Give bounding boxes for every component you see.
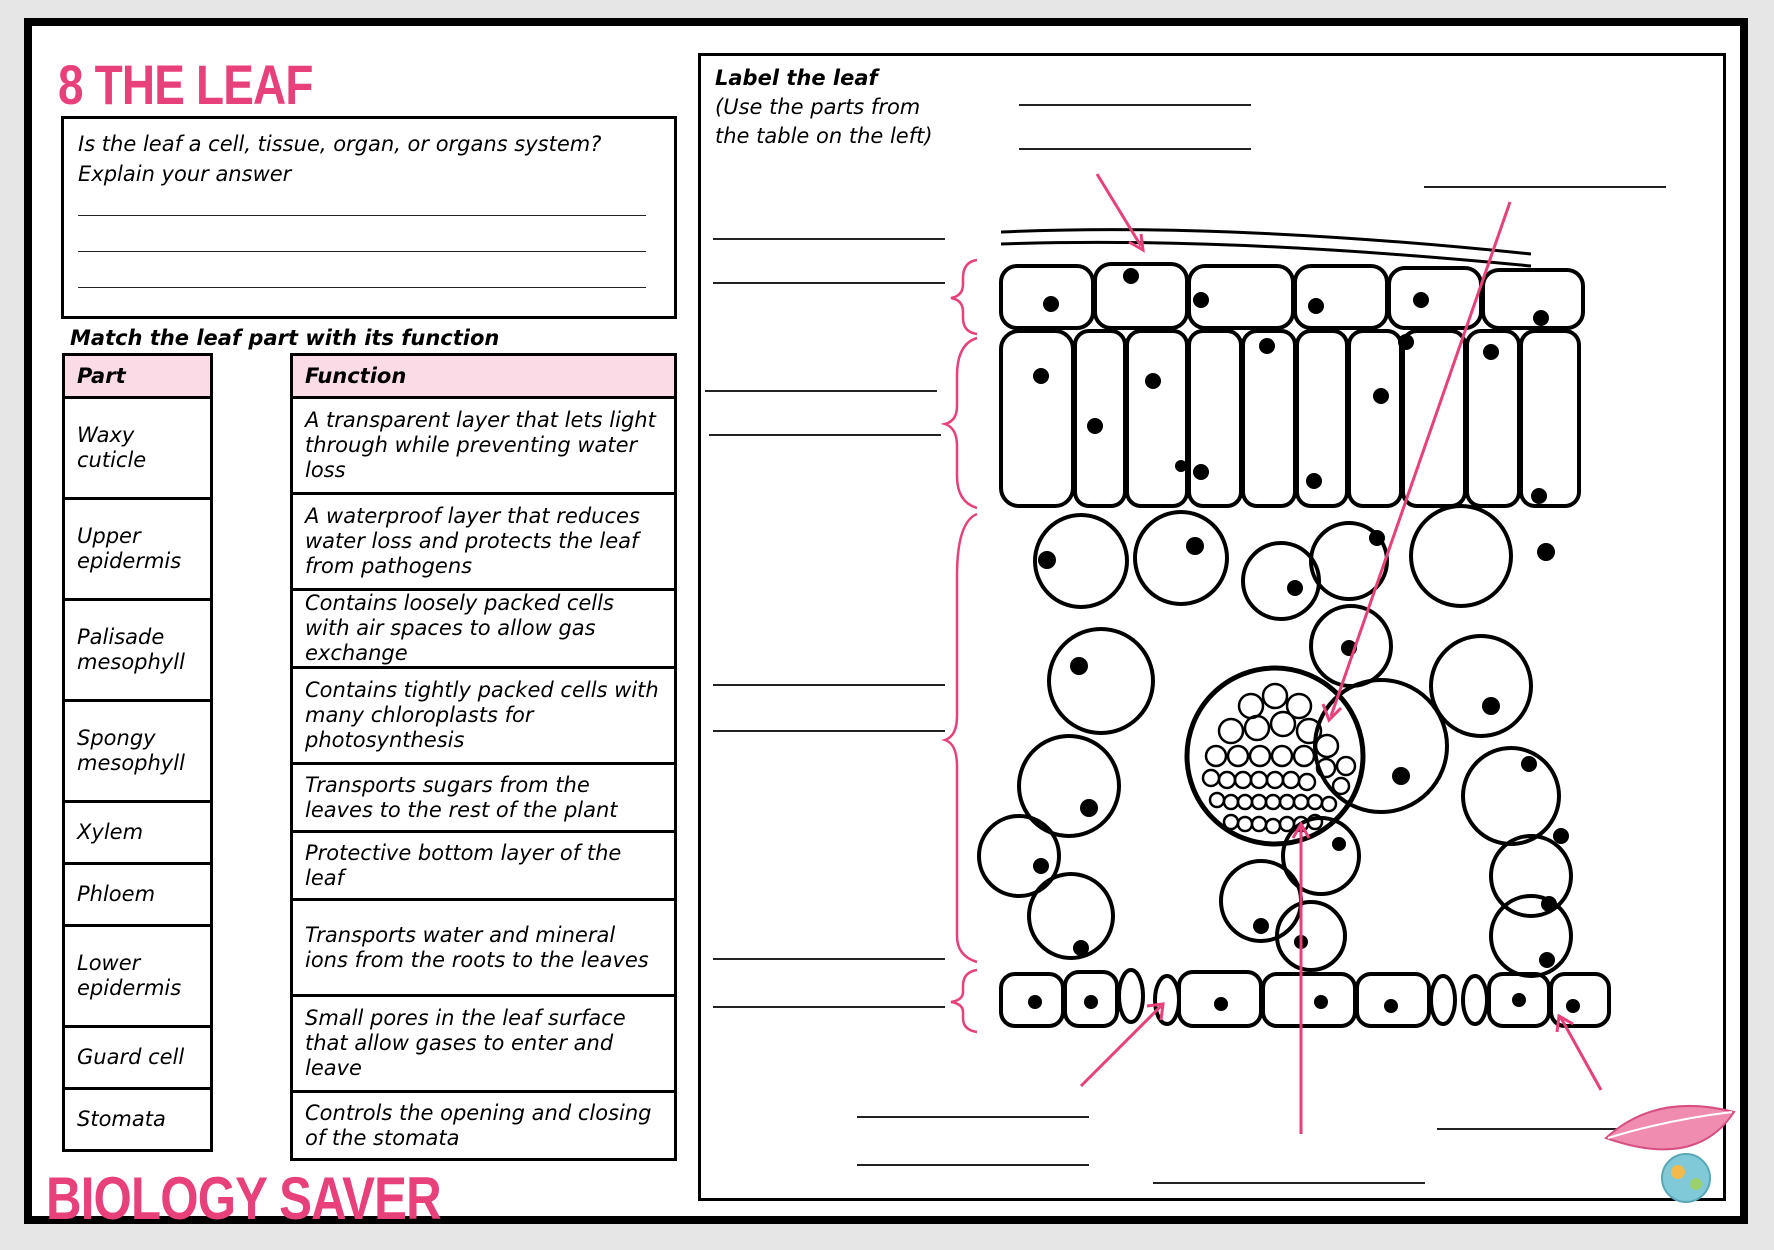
leaf-cross-section	[701, 56, 1729, 1204]
answer-line[interactable]	[78, 287, 646, 288]
part-cell[interactable]: Lower epidermis	[64, 926, 212, 1027]
function-cell[interactable]: A transparent layer that lets light through while preventing water loss	[292, 398, 676, 494]
part-cell[interactable]: Waxy cuticle	[64, 398, 212, 499]
part-cell[interactable]: Palisade mesophyll	[64, 600, 212, 701]
function-cell[interactable]: Protective bottom layer of the leaf	[292, 832, 676, 900]
function-header: Function	[292, 355, 676, 398]
function-cell[interactable]: Transports water and mineral ions from the roots to the leaves	[292, 900, 676, 996]
worksheet	[24, 18, 1748, 1232]
question-text	[78, 129, 601, 189]
question-box	[61, 116, 677, 319]
part-cell[interactable]: Spongy mesophyll	[64, 701, 212, 802]
part-cell[interactable]: Guard cell	[64, 1027, 212, 1089]
answer-line[interactable]	[78, 251, 646, 252]
parts-table	[62, 353, 213, 1152]
page-title: 8 THE LEAF	[58, 53, 313, 116]
leaf-diagram-box	[698, 53, 1726, 1201]
part-cell[interactable]: Stomata	[64, 1089, 212, 1151]
question-line-2: Explain your answer	[78, 162, 292, 186]
function-cell[interactable]: A waterproof layer that reduces water loss and protects the leaf from pathogens	[292, 494, 676, 590]
functions-table	[290, 353, 677, 1161]
leaf-logo-icon	[1596, 1090, 1736, 1210]
instruction-line: the table on the left)	[715, 124, 933, 148]
function-cell[interactable]: Small pores in the leaf surface that allow gases to enter and leave	[292, 996, 676, 1092]
part-header: Part	[64, 355, 212, 398]
function-cell[interactable]: Contains loosely packed cells with air spaces to allow gas exchange	[292, 590, 676, 668]
part-cell[interactable]: Phloem	[64, 864, 212, 926]
question-line-1: Is the leaf a cell, tissue, organ, or organs system?	[78, 132, 602, 156]
instruction-title: Label the leaf	[715, 66, 878, 90]
part-cell[interactable]: Xylem	[64, 802, 212, 864]
function-cell[interactable]: Transports sugars from the leaves to the rest of the plant	[292, 764, 676, 832]
instruction-line: (Use the parts from	[715, 95, 921, 119]
answer-line[interactable]	[78, 215, 646, 216]
function-cell[interactable]: Controls the opening and closing of the stomata	[292, 1092, 676, 1160]
part-cell[interactable]: Upper epidermis	[64, 499, 212, 600]
function-cell[interactable]: Contains tightly packed cells with many chloroplasts for photosynthesis	[292, 668, 676, 764]
match-heading: Match the leaf part with its function	[70, 326, 500, 350]
brand-logo: BIOLOGY SAVER	[46, 1165, 441, 1232]
